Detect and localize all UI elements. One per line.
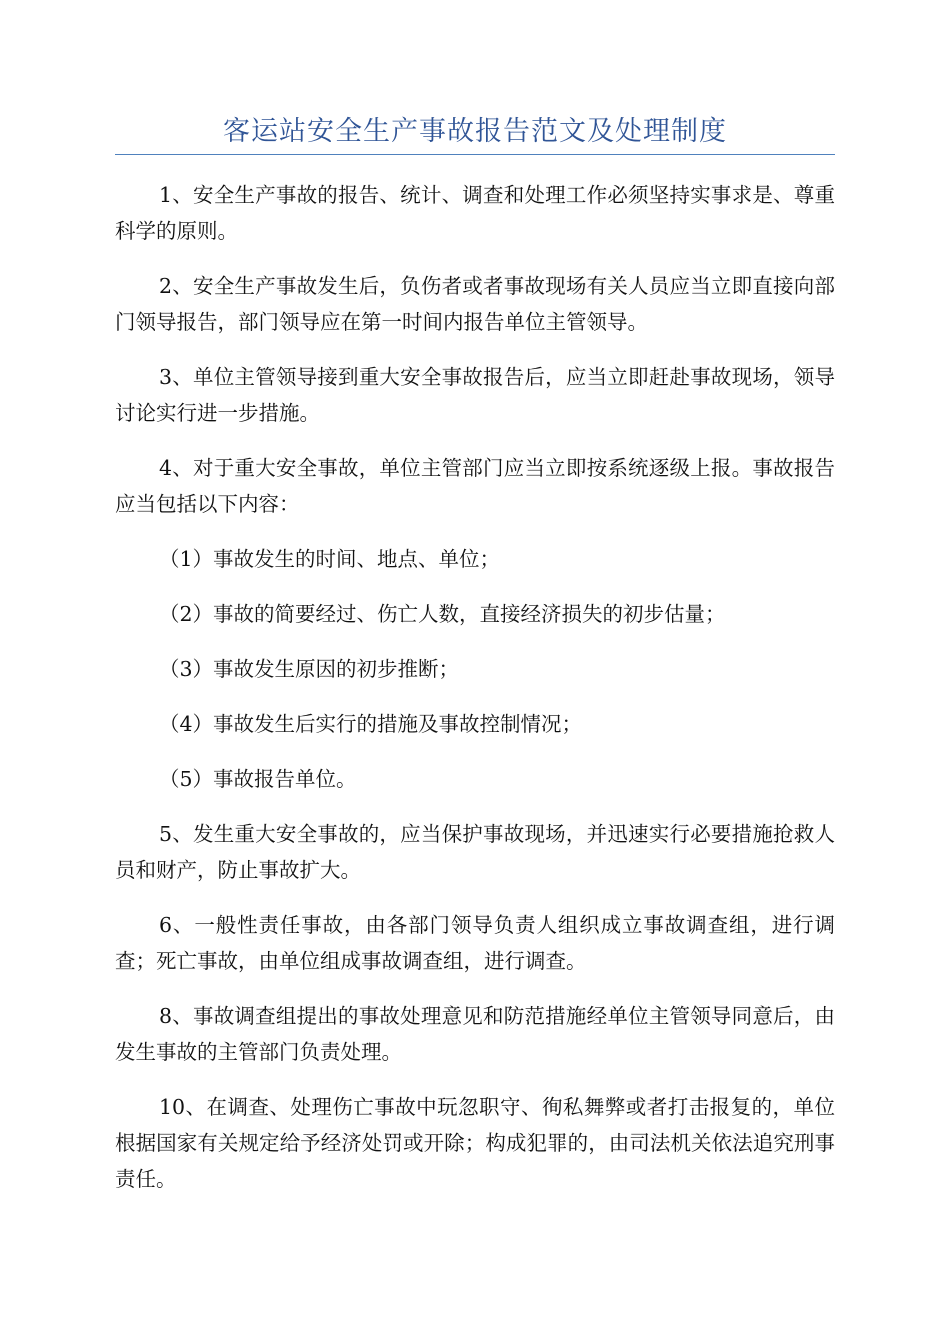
title-underline bbox=[115, 154, 835, 155]
paragraph-2: 2、安全生产事故发生后，负伤者或者事故现场有关人员应当立即直接向部门领导报告，部门领导应在第一时间内报告单位主管领导。 bbox=[115, 274, 835, 334]
report-item-2: （2）事故的简要经过、伤亡人数，直接经济损失的初步估量； bbox=[159, 602, 726, 626]
report-item-1: （1）事故发生的时间、地点、单位； bbox=[159, 547, 501, 571]
document-body bbox=[115, 177, 835, 1216]
paragraph-5: 5、发生重大安全事故的，应当保护事故现场，并迅速实行必要措施抢救人员和财产，防止事故扩大。 bbox=[115, 822, 835, 882]
paragraph-4: 4、对于重大安全事故，单位主管部门应当立即按系统逐级上报。事故报告应当包括以下内容： bbox=[115, 456, 835, 516]
report-item-3: （3）事故发生原因的初步推断； bbox=[159, 657, 460, 681]
paragraph-10: 10、在调查、处理伤亡事故中玩忽职守、徇私舞弊或者打击报复的，单位根据国家有关规定给予经济处罚或开除；构成犯罪的，由司法机关依法追究刑事责任。 bbox=[115, 1095, 835, 1191]
paragraph-1: 1、安全生产事故的报告、统计、调查和处理工作必须坚持实事求是、尊重科学的原则。 bbox=[115, 183, 835, 243]
document-title: 客运站安全生产事故报告范文及处理制度 bbox=[223, 116, 727, 147]
paragraph-3: 3、单位主管领导接到重大安全事故报告后，应当立即赶赴事故现场，领导讨论实行进一步措施。 bbox=[115, 365, 835, 425]
paragraph-8: 8、事故调查组提出的事故处理意见和防范措施经单位主管领导同意后，由发生事故的主管部门负责处理。 bbox=[115, 1004, 835, 1064]
report-item-5: （5）事故报告单位。 bbox=[159, 767, 357, 791]
paragraph-6: 6、一般性责任事故，由各部门领导负责人组织成立事故调查组，进行调查；死亡事故，由单位组成事故调查组，进行调查。 bbox=[115, 913, 835, 973]
report-item-4: （4）事故发生后实行的措施及事故控制情况； bbox=[159, 712, 583, 736]
